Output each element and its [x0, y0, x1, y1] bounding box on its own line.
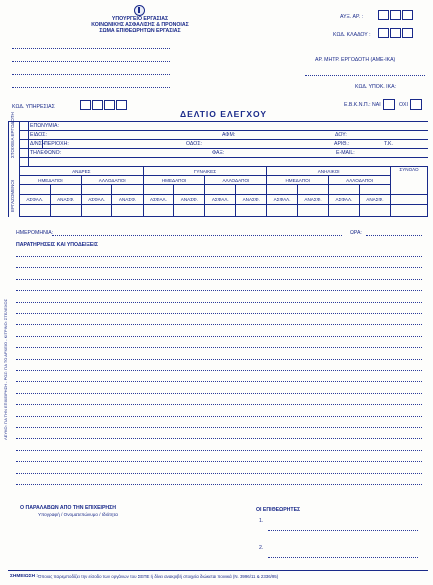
- kod-ypok-label: ΚΩΔ. ΥΠΟΚ. ΙΚΑ:: [355, 84, 396, 90]
- workers-table: [19, 166, 428, 217]
- count-cell[interactable]: [329, 205, 360, 217]
- address-line-1[interactable]: [12, 48, 170, 49]
- inspector-signature-line[interactable]: [268, 530, 418, 531]
- remark-line[interactable]: [16, 381, 422, 382]
- kod-ypiresias-label: ΚΩΔ. ΥΠΗΡΕΣΙΑΣ: [12, 104, 55, 110]
- address-line-4[interactable]: [12, 87, 170, 88]
- status-insured: ΑΣΦΑΛ.: [143, 195, 174, 205]
- count-cell[interactable]: [20, 205, 51, 217]
- inspectors-label: ΟΙ ΕΠΙΘΕΩΡΗΤΕΣ: [256, 507, 301, 513]
- blank-count-cell[interactable]: [20, 185, 51, 195]
- blank-count-cell[interactable]: [236, 185, 267, 195]
- blank-count-cell[interactable]: [174, 185, 205, 195]
- origin-foreigners: ΑΛΛΟΔΑΠΟΙ: [81, 176, 143, 185]
- status-uninsured: ΑΝΑΣΦ.: [359, 195, 390, 205]
- remark-line[interactable]: [16, 370, 422, 371]
- no-label: ΟΧΙ: [399, 102, 408, 108]
- yes-checkbox[interactable]: [383, 99, 395, 110]
- remark-line[interactable]: [16, 473, 422, 474]
- status-insured: ΑΣΦΑΛ.: [81, 195, 112, 205]
- employer-side-label: ΣΤΟΙΧΕΙΑ ΕΡΓΟΔΟΤΗ: [10, 112, 15, 158]
- count-cell[interactable]: [267, 205, 298, 217]
- kod-kladou-label: ΚΩΔ. ΚΛΑΔΟΥ :: [333, 32, 371, 38]
- ar-mitr-label: ΑΡ. ΜΗΤΡ. ΕΡΓΟΔΟΤΗ (ΑΜΕ-ΙΚΑ): [315, 57, 396, 63]
- tilefono-label: ΤΗΛΕΦΩΝΟ:: [30, 150, 62, 156]
- time-field[interactable]: [366, 235, 422, 236]
- origin-natives: ΗΜΕΔΑΠΟΙ: [267, 176, 329, 185]
- remark-line[interactable]: [16, 359, 422, 360]
- group-women: ΓΥΝΑΙΚΕΣ: [143, 167, 267, 176]
- blank-count-cell[interactable]: [50, 185, 81, 195]
- dnsi-label: Δ/ΝΣΗ: [30, 141, 46, 147]
- count-cell[interactable]: [81, 205, 112, 217]
- count-cell[interactable]: [143, 205, 174, 217]
- copy-colors-note: ΛΕΥΚΟ: ΓΙΑ ΤΗΝ ΕΠΙΧΕΙΡΗΣΗ - ΡΟΖ: ΓΙΑ ΤΟ ΑΡΧΕΙΟ - ΚΙΤΡΙΝΟ: ΣΤΕΛΕΧΟΣ: [3, 298, 8, 440]
- origin-natives: ΗΜΕΔΑΠΟΙ: [20, 176, 82, 185]
- perioxi-label: ΠΕΡΙΟΧΗ:: [44, 141, 69, 147]
- ministry-sub: ΚΟΙΝΩΝΙΚΗΣ ΑΣΦΑΛΙΣΗΣ & ΠΡΟΝΟΙΑΣ: [91, 22, 189, 28]
- remark-line[interactable]: [16, 256, 422, 257]
- inspector-1: 1.: [259, 518, 264, 524]
- blank-count-cell[interactable]: [267, 185, 298, 195]
- origin-foreigners: ΑΛΛΟΔΑΠΟΙ: [205, 176, 267, 185]
- remark-line[interactable]: [16, 302, 422, 303]
- count-cell[interactable]: [297, 205, 328, 217]
- remark-line[interactable]: [16, 336, 422, 337]
- remark-line[interactable]: [16, 393, 422, 394]
- address-line-3[interactable]: [12, 74, 170, 75]
- doy-label: ΔΟΥ:: [335, 132, 347, 138]
- tk-label: Τ.Κ.: [384, 141, 393, 147]
- footer-note-label: ΣΗΜΕΙΩΣΗ :: [10, 574, 38, 579]
- count-cell[interactable]: [236, 205, 267, 217]
- status-uninsured: ΑΝΑΣΦ.: [297, 195, 328, 205]
- blank-count-cell[interactable]: [112, 185, 143, 195]
- status-insured: ΑΣΦΑΛ.: [205, 195, 236, 205]
- status-uninsured: ΑΝΑΣΦ.: [236, 195, 267, 205]
- remark-line[interactable]: [16, 279, 422, 280]
- kod-kladou-boxes[interactable]: [378, 28, 414, 46]
- blank-count-cell[interactable]: [143, 185, 174, 195]
- ebknp-label: Ε.Β.Κ.Ν.Π.:: [344, 102, 371, 108]
- remark-line[interactable]: [16, 416, 422, 417]
- ministry-name: ΥΠΟΥΡΓΕΙΟ ΕΡΓΑΣΙΑΣ: [111, 16, 169, 22]
- status-insured: ΑΣΦΑΛ.: [267, 195, 298, 205]
- status-uninsured: ΑΝΑΣΦ.: [50, 195, 81, 205]
- count-cell[interactable]: [112, 205, 143, 217]
- origin-natives: ΗΜΕΔΑΠΟΙ: [143, 176, 205, 185]
- remark-line[interactable]: [16, 461, 422, 462]
- blank-count-cell[interactable]: [205, 185, 236, 195]
- form-title: ΔΕΛΤΙΟ ΕΛΕΓΧΟΥ: [180, 109, 268, 119]
- remark-line[interactable]: [16, 427, 422, 428]
- remark-line[interactable]: [16, 324, 422, 325]
- total-cell[interactable]: [391, 205, 428, 217]
- status-insured: ΑΣΦΑΛ.: [20, 195, 51, 205]
- remark-line[interactable]: [16, 484, 422, 485]
- date-label: ΗΜΕΡΟΜΗΝΙΑ:: [16, 230, 54, 236]
- arith-label: ΑΡΙΘ.:: [334, 141, 350, 147]
- ar-mitr-field[interactable]: [305, 75, 425, 76]
- aux-ar-label: ΑΥΞ. ΑΡ. :: [340, 14, 364, 20]
- blank-count-cell[interactable]: [359, 185, 390, 195]
- status-insured: ΑΣΦΑΛ.: [329, 195, 360, 205]
- greek-emblem-icon: [134, 5, 145, 16]
- remark-line[interactable]: [16, 438, 422, 439]
- receiver-sub: Υπογραφή / Ονοματεπώνυμο / Ιδιότητα: [38, 512, 118, 517]
- count-cell[interactable]: [359, 205, 390, 217]
- remark-line[interactable]: [16, 404, 422, 405]
- blank-count-cell[interactable]: [297, 185, 328, 195]
- eponymia-label: ΕΠΩΝΥΜΙΑ:: [30, 123, 59, 129]
- total-header: ΣΥΝΟΛΟ: [391, 167, 428, 195]
- workers-side-label: ΕΡΓΑΖΟΜΕΝΟΙ: [10, 179, 15, 212]
- corps-name: ΣΩΜΑ ΕΠΙΘΕΩΡΗΤΩΝ ΕΡΓΑΣΙΑΣ: [99, 28, 181, 34]
- footer-note-text: Όποιος παρεμποδίζει την είσοδο των οργάνων του ΣΕΠΕ ή δίνει ανακριβή στοιχεία διώκεται ποινικά (Ν. 3996/11 & 2336/95): [38, 574, 279, 579]
- origin-foreigners: ΑΛΛΟΔΑΠΟΙ: [329, 176, 391, 185]
- status-uninsured: ΑΝΑΣΦ.: [112, 195, 143, 205]
- receiver-label: Ο ΠΑΡΑΛΑΒΩΝ ΑΠΟ ΤΗΝ ΕΠΙΧΕΙΡΗΣΗ: [20, 505, 117, 511]
- total-cell[interactable]: [391, 195, 428, 205]
- remark-line[interactable]: [16, 450, 422, 451]
- odos-label: ΟΔΟΣ:: [186, 141, 202, 147]
- no-checkbox[interactable]: [410, 99, 422, 110]
- address-line-2[interactable]: [12, 61, 170, 62]
- inspector-signature-line[interactable]: [268, 557, 418, 558]
- remark-line[interactable]: [16, 290, 422, 291]
- afm-label: ΑΦΜ:: [222, 132, 236, 138]
- remark-line[interactable]: [16, 267, 422, 268]
- count-cell[interactable]: [50, 205, 81, 217]
- remark-line[interactable]: [16, 347, 422, 348]
- email-label: E-MAIL:: [336, 150, 355, 156]
- inspector-2: 2.: [259, 545, 264, 551]
- group-minors: ΑΝΗΛΙΚΟΙ: [267, 167, 391, 176]
- remarks-label: ΠΑΡΑΤΗΡΗΣΕΙΣ ΚΑΙ ΥΠΟΔΕΙΞΕΙΣ: [16, 242, 98, 248]
- kod-ypiresias-boxes[interactable]: [80, 100, 128, 118]
- date-field[interactable]: [52, 235, 342, 236]
- count-cell[interactable]: [205, 205, 236, 217]
- blank-count-cell[interactable]: [329, 185, 360, 195]
- blank-count-cell[interactable]: [81, 185, 112, 195]
- remark-line[interactable]: [16, 313, 422, 314]
- eidos-label: ΕΙΔΟΣ:: [30, 132, 47, 138]
- time-label: ΩΡΑ:: [350, 230, 362, 236]
- count-cell[interactable]: [174, 205, 205, 217]
- aux-ar-boxes[interactable]: [378, 10, 414, 28]
- fax-label: ΦΑΞ:: [212, 150, 225, 156]
- group-men: ΑΝΔΡΕΣ: [20, 167, 144, 176]
- yes-label: ΝΑΙ: [372, 102, 381, 108]
- status-uninsured: ΑΝΑΣΦ.: [174, 195, 205, 205]
